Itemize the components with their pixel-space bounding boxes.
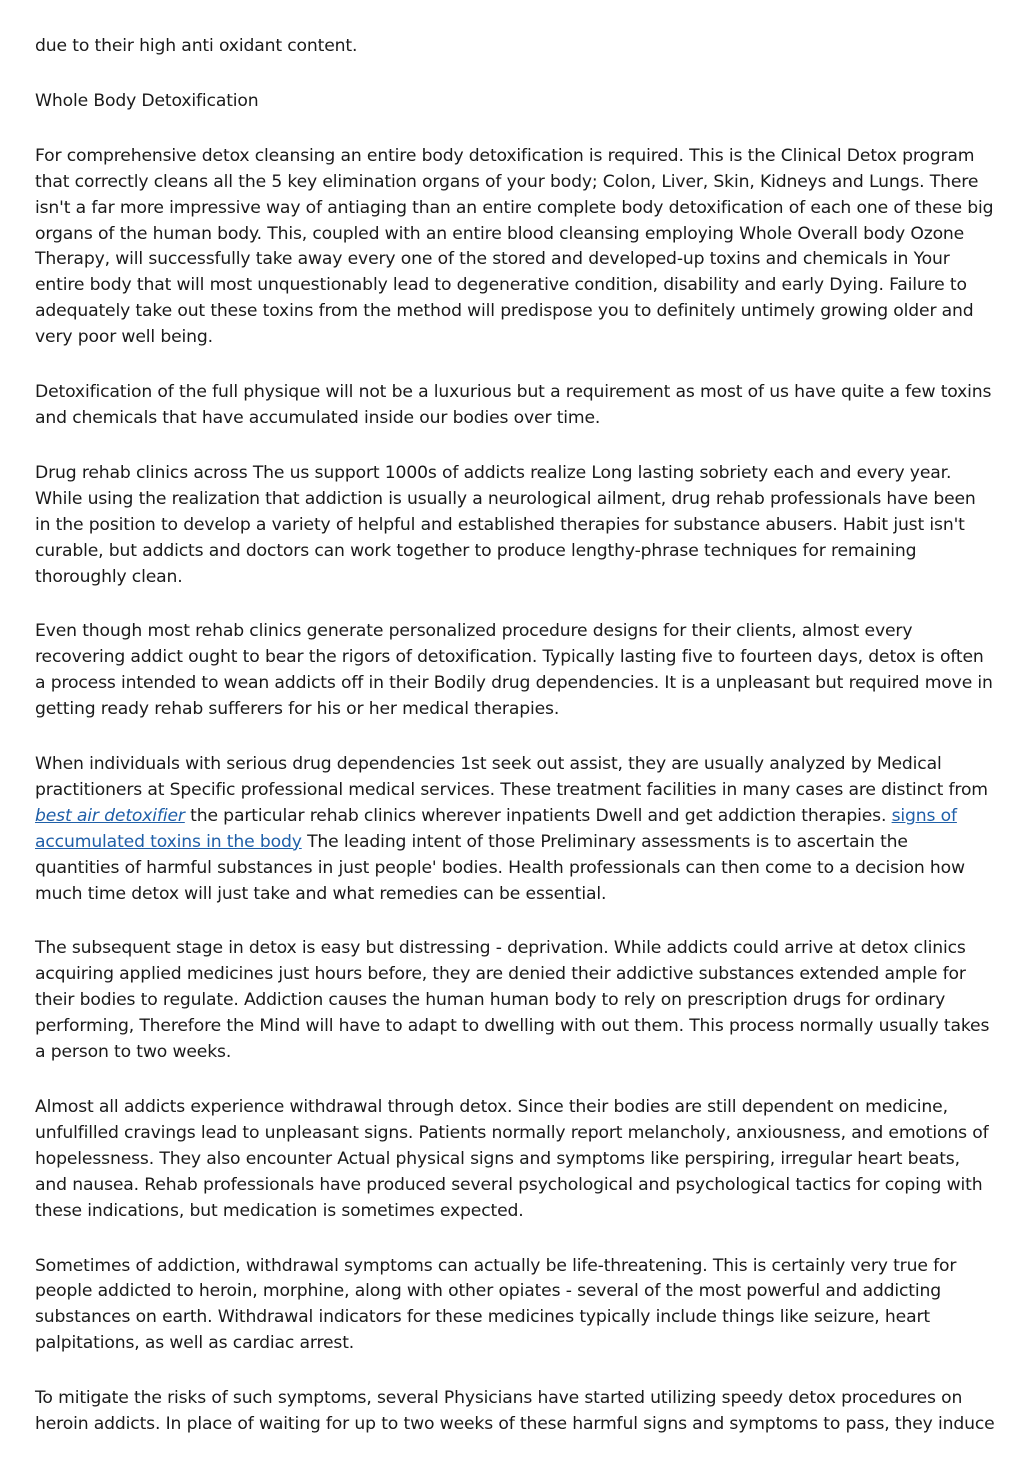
paragraph-full-physique: Detoxification of the full physique will not be a luxurious but a requirement as most of us have quite a few toxins and chemicals that have accumulated inside our bodies over time. bbox=[35, 382, 992, 428]
paragraph-text-segment: the particular rehab clinics wherever inpatients Dwell and get addiction therapies. bbox=[184, 805, 892, 826]
paragraph-initial-assessment bbox=[35, 752, 995, 907]
paragraph-personalized-procedures: Even though most rehab clinics generate personalized procedure designs for their clients, almost every recovering addict ought to bear the rigors of detoxification. Typically lasting five to fourteen days, detox is often a process intended to wean addicts off in their Bodily drug dependencies. It is a unpleasant but required move in getting ready rehab sufferers for his or her medical therapies. bbox=[35, 621, 993, 720]
document-body bbox=[35, 34, 995, 1467]
paragraph-text-segment: When individuals with serious drug dependencies 1st seek out assist, they are usually analyzed by Medical practitioners at Specific professional medical services. These treatment facilities in many cases are distinct from bbox=[35, 754, 988, 800]
paragraph-speedy-detox: To mitigate the risks of such symptoms, several Physicians have started utilizing speedy detox procedures on heroin addicts. In place of waiting for up to two weeks of these harmful signs and symptoms to pass, they induce bbox=[35, 1388, 995, 1435]
paragraph-withdrawal: Almost all addicts experience withdrawal through detox. Since their bodies are still dependent on medicine, unfulfilled cravings lead to unpleasant signs. Patients normally report melancholy, anxiousness, and emotions of hopelessness. They also encounter Actual physical signs and symptoms like perspiring, irregular heart beats, and nausea. Rehab professionals have produced several psychological and psychological tactics for coping with these indications, but medication is sometimes expected. bbox=[35, 1097, 989, 1221]
section-heading: Whole Body Detoxification bbox=[35, 90, 259, 111]
paragraph-life-threatening: Sometimes of addiction, withdrawal symptoms can actually be life-threatening. This is certainly very true for people addicted to heroin, morphine, along with other opiates - several of the most powerful and addicting substances on earth. Withdrawal indicators for these medicines typically include things like seizure, heart palpitations, as well as cardiac arrest. bbox=[35, 1255, 957, 1354]
paragraph-antioxidant-tail: due to their high anti oxidant content. bbox=[35, 36, 358, 56]
paragraph-drug-rehab-clinics: Drug rehab clinics across The us support 1000s of addicts realize Long lasting sobriety each and every year. While using the realization that addiction is usually a neurological ailment, drug rehab professionals have been in the position to develop a variety of helpful and established therapies for substance abusers. Habit just isn't curable, but addicts and doctors can work together to produce lengthy-phrase techniques for remaining thoroughly clean. bbox=[35, 462, 976, 587]
paragraph-text-segment: The leading intent of those Preliminary assessments is to ascertain the quantities of harmful substances in just people' bodies. Health professionals can then come to a decision how much time detox will just take and what remedies can be essential. bbox=[35, 831, 965, 904]
accumulated-toxins-link[interactable]: signs of accumulated toxins in the body bbox=[35, 805, 957, 852]
paragraph-comprehensive-detox: For comprehensive detox cleansing an entire body detoxification is required. This is the Clinical Detox program that correctly cleans all the 5 key elimination organs of your body; Colon, Liver, Skin, Kidneys and Lungs. There isn't a far more impressive way of antiaging than an entire complete body detoxification of each one of these big organs of the human body. This, coupled with an entire blood cleansing employing Whole Overall body Ozone Therapy, will successfully take away every one of the stored and developed-up toxins and chemicals in Your entire body that will most unquestionably lead to degenerative condition, disability and early Dying. Failure to adequately take out these toxins from the method will predispose you to definitely untimely growing older and very poor well being. bbox=[35, 145, 994, 348]
best-air-detoxifier-link[interactable]: best air detoxifier bbox=[35, 805, 185, 826]
paragraph-deprivation-stage: The subsequent stage in detox is easy but distressing - deprivation. While addicts could arrive at detox clinics acquiring applied medicines just hours before, they are denied their addictive substances extended ample for their bodies to regulate. Addiction causes the human human body to rely on prescription drugs for ordinary performing, Therefore the Mind will have to adapt to dwelling with out them. This process normally usually takes a person to two weeks. bbox=[35, 938, 990, 1063]
